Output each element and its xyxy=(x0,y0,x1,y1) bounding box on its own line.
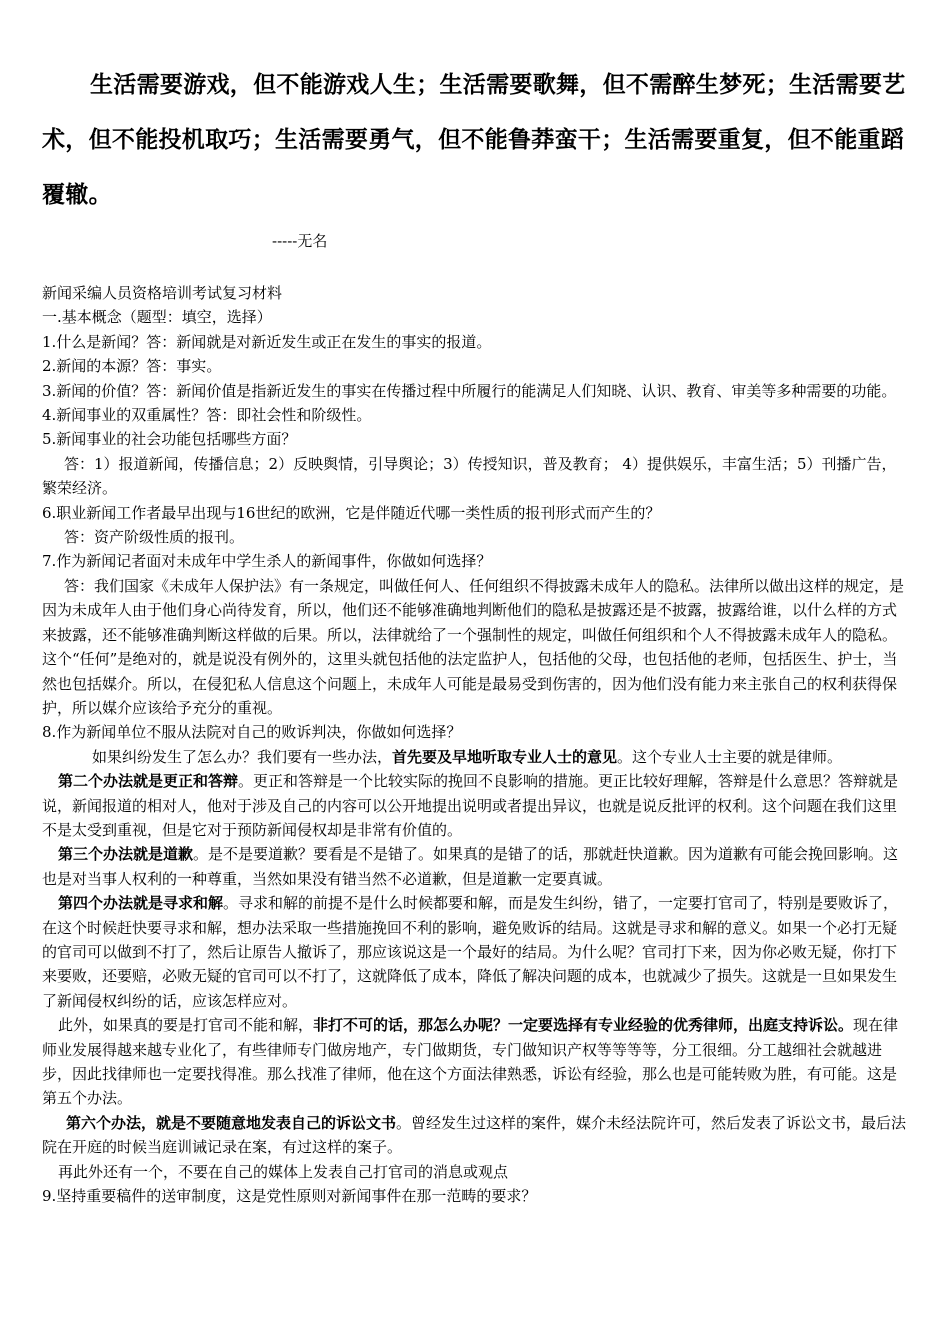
section-heading: 一.基本概念（题型：填空，选择） xyxy=(42,308,272,327)
question-3: 3.新闻的价值？答：新闻价值是指新近发生的事实在传播过程中所履行的能满足人们知晓、认识、教育、审美等多种需要的功能。 xyxy=(42,381,897,400)
opening-quote: 生活需要游戏，但不能游戏人生；生活需要歌舞，但不需醉生梦死；生活需要艺术，但不能投机取巧；生活需要勇气，但不能鲁莽蛮干；生活需要重复，但不能重蹈覆辙。 xyxy=(42,72,906,208)
question-9: 9.坚持重要稿件的送审制度，这是党性原则对新闻事件在那一范畴的要求？ xyxy=(42,1187,537,1206)
method-6-heading: 第六个办法，就是不要随意地发表自己的诉讼文书 xyxy=(66,1113,397,1132)
question-1: 1.什么是新闻？答：新闻就是对新近发生或正在发生的事实的报道。 xyxy=(42,332,492,351)
question-4: 4.新闻事业的双重属性？答：即社会性和阶级性。 xyxy=(42,406,372,425)
method-5-intro: 此外，如果真的要是打官司不能和解， xyxy=(58,1016,314,1035)
question-5: 5.新闻事业的社会功能包括哪些方面？ xyxy=(42,430,297,449)
answer-8 xyxy=(42,745,908,769)
method-2-heading: 第二个办法就是更正和答辩 xyxy=(58,772,239,791)
question-7: 7.作为新闻记者面对未成年中学生杀人的新闻事件，你做如何选择？ xyxy=(42,552,492,571)
method-6-paragraph xyxy=(42,1111,908,1160)
document-title: 新闻采编人员资格培训考试复习材料 xyxy=(42,284,283,302)
method-5-paragraph xyxy=(42,1013,908,1111)
method-2-paragraph xyxy=(42,769,908,842)
answer-8-emphasis: 首先要及早地听取专业人士的意见 xyxy=(392,747,618,766)
method-4-text: 。寻求和解的前提不是什么时候都要和解，而是发生纠纷，错了，一定要打官司了，特别是要败诉了，在这个时候赶快要寻求和解，想办法采取一些措施挽回不利的影响，避免败诉的结局。这就是寻求和解的意义。如果一个必打无疑的官司可以做到不打了，然后让原告人撤诉了，那应该说这是一个最好的结局。为什么呢？官司打下来，因为你必败无疑，你打下来要败，还要赔，必败无疑的官司可以不打了，这就降低了成本，降低了解决问题的成本，也就减少了损失。这就是一旦如果发生了新闻侵权纠纷的话，应该怎样应对。 xyxy=(42,894,899,1010)
method-3-text: 。是不是要道歉？要看是不是错了。如果真的是错了的话，那就赶快道歉。因为道歉有可能会挽回影响。这也是对当事人权利的一种尊重，当然如果没有错当然不必道歉，但是道歉一定要真诚。 xyxy=(42,845,899,888)
answer-6: 答：资产阶级性质的报刊。 xyxy=(64,528,245,547)
method-2-text: 。更正和答辩是一个比较实际的挽回不良影响的措施。更正比较好理解，答辩是什么意思？答辩就是说，新闻报道的相对人，他对于涉及自己的内容可以公开地提出说明或者提出异议，也就是说反批评的权利。这个问题在我们这里不是太受到重视，但是它对于预防新闻侵权却是非常有价值的。 xyxy=(42,772,899,839)
answer-5: 答：1）报道新闻，传播信息；2）反映舆情，引导舆论；3）传授知识，普及教育； 4）提供娱乐，丰富生活；5）刊播广告，繁荣经济。 xyxy=(42,454,897,498)
quote-author: -----无名 xyxy=(272,232,328,250)
document-body xyxy=(42,281,908,1208)
method-5-text: 现在律师业发展得越来越专业化了，有些律师专门做房地产，专门做期货，专门做知识产权等等等等，分工很细。分工越细社会就越进步，因此找律师也一定要找得准。那么找准了律师，他在这个方面法律熟悉，诉讼有经验，那么也是可能转败为胜，有可能。这是第五个办法。 xyxy=(42,1016,899,1108)
method-4-paragraph xyxy=(42,891,908,1013)
answer-7: 答：我们国家《未成年人保护法》有一条规定，叫做任何人、任何组织不得披露未成年人的隐私。法律所以做出这样的规定，是因为未成年人由于他们身心尚待发育，所以，他们还不能够准确地判断他们的隐私是披露还是不披露，披露给谁，以什么样的方式来披露，还不能够准确判断这样做的后果。所以，法律就给了一个强制性的规定，叫做任何组织和个人不得披露未成年人的隐私。这个“任何”是绝对的，就是说没有例外的，这里头就包括他的法定监护人，包括他的父母，也包括他的老师，包括医生、护士，当然也包括媒介。所以，在侵犯私人信息这个问题上，未成年人可能是最易受到伤害的，因为他们没有能力来主张自己的权利获得保护，所以媒介应该给予充分的重视。 xyxy=(42,576,905,717)
method-5-heading: 非打不可的话，那怎么办呢？一定要选择有专业经验的优秀律师，出庭支持诉讼。 xyxy=(313,1016,854,1035)
question-6: 6.职业新闻工作者最早出现与16世纪的欧洲，它是伴随近代哪一类性质的报刊形式而产生的？ xyxy=(42,503,661,522)
answer-8-intro: 如果纠纷发生了怎么办？我们要有一些办法， xyxy=(92,747,393,766)
method-4-heading: 第四个办法就是寻求和解 xyxy=(58,894,224,913)
question-8: 8.作为新闻单位不服从法院对自己的败诉判决，你做如何选择？ xyxy=(42,723,462,742)
method-6-text: 。曾经发生过这样的案件，媒介未经法院许可，然后发表了诉讼文书，最后法院在开庭的时候当庭训诫记录在案，有过这样的案子。 xyxy=(42,1113,907,1157)
question-2: 2.新闻的本源？答：事实。 xyxy=(42,357,222,376)
answer-8-rest: 。这个专业人士主要的就是律师。 xyxy=(617,747,843,766)
extra-note: 再此外还有一个，不要在自己的媒体上发表自己打官司的消息或观点 xyxy=(58,1162,509,1181)
method-3-heading: 第三个办法就是道歉 xyxy=(58,845,194,864)
method-3-paragraph xyxy=(42,842,908,891)
